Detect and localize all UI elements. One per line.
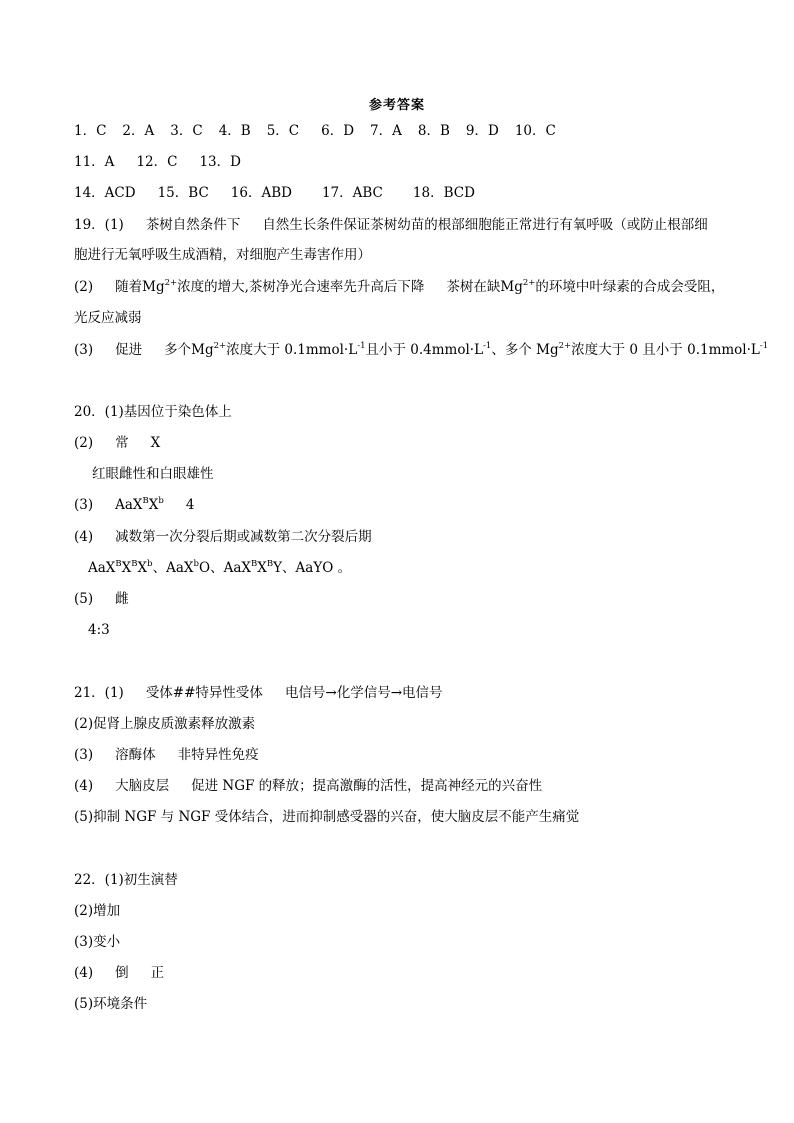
q19-text: 多个Mg xyxy=(164,342,214,358)
q19-line-3 xyxy=(74,278,724,296)
mc-answer: 11．A xyxy=(74,154,115,170)
q19-text: 促进 xyxy=(115,342,143,358)
q22-line-4 xyxy=(74,964,164,982)
q20-line-3: 红眼雌性和白眼雄性 xyxy=(92,466,214,482)
q21-line-3 xyxy=(74,746,259,764)
mc-answer: 12．C xyxy=(136,154,178,170)
q20-text: O、AaX xyxy=(199,560,251,576)
q20-text: AaX xyxy=(88,560,116,576)
q20-text: 常 xyxy=(115,435,129,451)
q20-text: 4 xyxy=(185,497,195,513)
mc-answer: 6．D xyxy=(321,123,355,139)
q22-line-1: 22．(1)初生演替 xyxy=(74,872,178,888)
mc-answer: 3．C xyxy=(170,123,203,139)
superscript: 2+ xyxy=(164,278,178,288)
superscript: 2+ xyxy=(522,278,536,288)
mc-answer: 7．A xyxy=(370,123,402,139)
mc-answer: 17．ABC xyxy=(321,185,383,201)
mc-answer: 15．BC xyxy=(157,185,209,201)
mc-row-2 xyxy=(74,153,241,171)
mc-answer: 14．ACD xyxy=(74,185,136,201)
q22-text: 正 xyxy=(150,965,165,981)
q20-sub-number: (2) xyxy=(74,435,94,451)
q19-line-4: 光反应减弱 xyxy=(74,310,142,326)
mc-answer: 9．D xyxy=(465,123,499,139)
q19-answer-a: 茶树自然条件下 xyxy=(145,217,241,233)
q22-text: 倒 xyxy=(115,965,129,981)
mc-answer: 2．A xyxy=(122,123,155,139)
q19-text: 且小于 0.4mmol·L xyxy=(365,342,484,358)
superscript: 2+ xyxy=(558,341,572,351)
q20-sub-number: (4) xyxy=(74,529,94,545)
q21-text: 大脑皮层 xyxy=(115,778,170,794)
q20-line-7 xyxy=(74,590,129,608)
q19-line-1 xyxy=(74,216,708,234)
q20-line-4 xyxy=(74,496,194,514)
q21-sub-number: (3) xyxy=(74,747,94,763)
superscript: -1 xyxy=(759,341,769,351)
q22-line-2: (2)增加 xyxy=(74,903,121,919)
q21-text: 溶酶体 xyxy=(115,747,156,763)
superscript: b xyxy=(158,496,164,506)
q22-sub-number: (4) xyxy=(74,965,94,981)
superscript: B xyxy=(142,496,149,506)
q20-text: X xyxy=(257,560,267,576)
q20-sub-number: (5) xyxy=(74,591,94,607)
mc-answer: 4．B xyxy=(218,123,251,139)
q20-text: 雌 xyxy=(115,591,129,607)
q20-text: X xyxy=(137,560,148,576)
q21-line-4 xyxy=(74,777,542,795)
superscript: -1 xyxy=(483,341,492,351)
q21-line-5: (5)抑制 NGF 与 NGF 受体结合，进而抑制感受器的兴奋，使大脑皮层不能产生痛觉 xyxy=(74,809,580,825)
q21-line-1 xyxy=(74,684,443,702)
page-title: 参考答案 xyxy=(368,98,425,113)
superscript: -1 xyxy=(357,341,366,351)
superscript: B xyxy=(266,559,274,569)
superscript: B xyxy=(250,559,258,569)
q20-text: Y、AaYO 。 xyxy=(273,560,352,576)
mc-answer: 13．D xyxy=(199,154,241,170)
q20-line-6 xyxy=(88,559,351,577)
mc-answer: 5．C xyxy=(266,123,300,139)
q19-text: 浓度大于 0.1mmol·L xyxy=(226,342,358,358)
q21-number: 21．(1) xyxy=(74,685,124,701)
q19-text: 的环境中叶绿素的合成会受阻， xyxy=(535,279,725,295)
q20-line-1: 20．(1)基因位于染色体上 xyxy=(74,404,232,420)
q19-sub-number: (3) xyxy=(74,342,94,358)
q19-text: 浓度大于 0 且小于 0.1mmol·L xyxy=(571,342,760,358)
q20-text: X xyxy=(150,435,161,451)
q21-text: 电信号→化学信号→电信号 xyxy=(284,685,443,701)
q20-line-2 xyxy=(74,434,160,452)
mc-answer: 8．B xyxy=(417,123,450,139)
q19-sub-number: (2) xyxy=(74,279,94,295)
q21-text: 非特异性免疫 xyxy=(177,747,259,763)
q19-text: 、多个 Mg xyxy=(491,342,559,358)
superscript: b xyxy=(147,559,153,569)
superscript: 2+ xyxy=(213,341,227,351)
q21-text: 受体##特异性受体 xyxy=(145,685,263,701)
q20-text: AaX xyxy=(115,497,143,513)
q19-text: 浓度的增大,茶树净光合速率先升高后下降 xyxy=(177,279,425,295)
mc-row-3 xyxy=(74,184,475,202)
q19-text: 茶树在缺Mg xyxy=(446,279,523,295)
q20-text: 、AaX xyxy=(152,560,194,576)
q19-number: 19．(1) xyxy=(74,217,124,233)
q22-line-3: (3)变小 xyxy=(74,934,121,950)
q19-line-2: 胞进行无氧呼吸生成酒精，对细胞产生毒害作用） xyxy=(74,247,371,263)
q22-line-5: (5)环境条件 xyxy=(74,996,148,1012)
q19-answer-b: 自然生长条件保证茶树幼苗的根部细胞能正常进行有氧呼吸（或防止根部细 xyxy=(262,217,708,233)
q21-sub-number: (4) xyxy=(74,778,94,794)
q20-sub-number: (3) xyxy=(74,497,94,513)
mc-answer: 10．C xyxy=(514,123,556,139)
superscript: B xyxy=(115,559,122,569)
mc-answer: 16．ABD xyxy=(230,185,292,201)
superscript: B xyxy=(131,559,138,569)
mc-answer: 18．BCD xyxy=(412,185,475,201)
q20-line-8: 4:3 xyxy=(88,622,110,638)
q20-text: X xyxy=(121,560,132,576)
mc-answer: 1．C xyxy=(74,123,107,139)
mc-row-1 xyxy=(74,122,556,140)
q19-line-5 xyxy=(74,341,768,359)
q21-text: 促进 NGF 的释放；提高激酶的活性，提高神经元的兴奋性 xyxy=(191,778,543,794)
q20-text: X xyxy=(148,497,159,513)
q21-line-2: (2)促肾上腺皮质激素释放激素 xyxy=(74,716,256,732)
superscript: b xyxy=(193,559,199,569)
q20-line-5 xyxy=(74,528,372,546)
q19-text: 随着Mg xyxy=(115,279,165,295)
q20-text: 减数第一次分裂后期或减数第二次分裂后期 xyxy=(115,529,372,545)
